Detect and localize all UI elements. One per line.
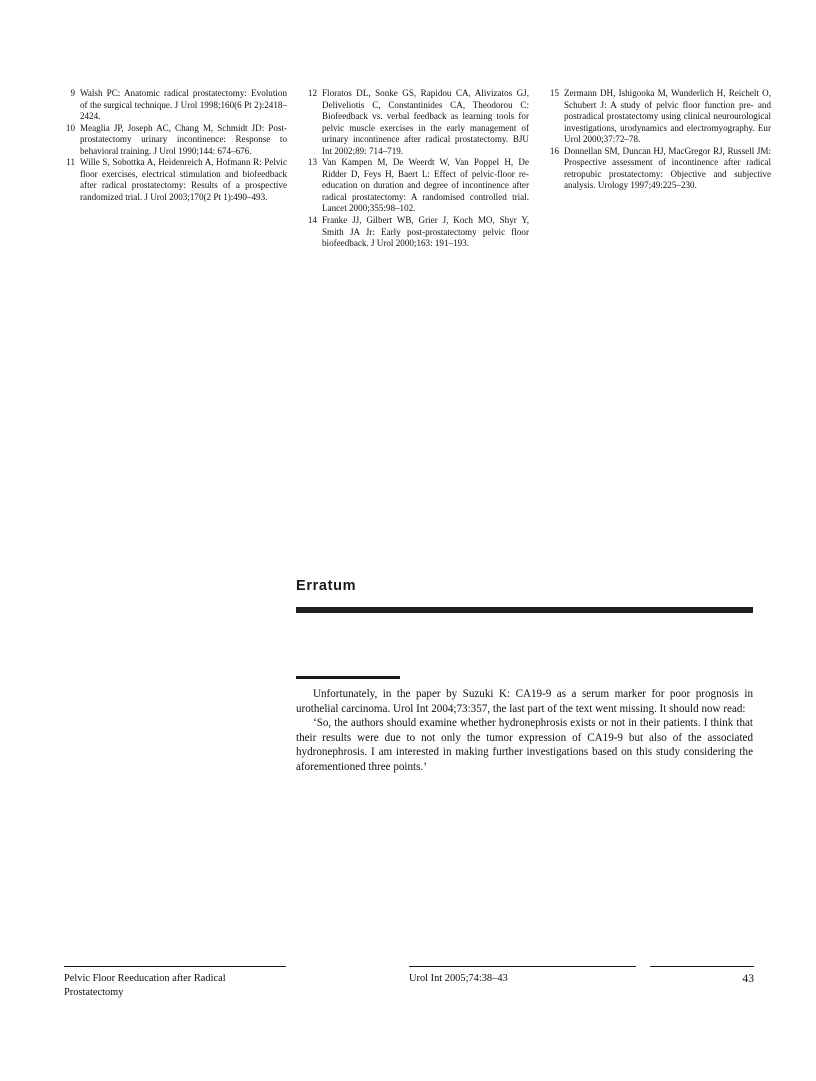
reference-text: Wille S, Sobottka A, Heidenreich A, Hofmann R: Pelvic floor exercises, electrical stimulation and biofeedback after radical prostatectomy: Results of a prospective randomized trial. J Urol 2003;170(2 Pt 1):490–493. (80, 157, 287, 202)
footer-citation-block (409, 966, 636, 986)
reference-item (548, 146, 771, 192)
reference-text: Donnellan SM, Duncan HJ, MacGregor RJ, Russell JM: Prospective assessment of incontinence after radical retropubic prostatectomy: Objective and subjective analysis. Urology 1997;49:225–230. (564, 145, 771, 191)
references-column-2 (306, 88, 529, 250)
reference-number: 14 (307, 215, 317, 226)
footer-running-title: Pelvic Floor Reeducation after Radical Prostatectomy (64, 973, 226, 998)
reference-item (306, 215, 529, 250)
erratum-heading-rule (296, 607, 753, 613)
erratum-paragraph: Unfortunately, in the paper by Suzuki K: CA19-9 as a serum marker for poor prognosis in urothelial carcinoma. Urol Int 2004;73:357, the last part of the text went missing. It should now read: (296, 688, 753, 715)
reference-number: 10 (65, 122, 75, 133)
reference-item (64, 157, 287, 203)
reference-item (64, 88, 287, 123)
reference-number: 9 (70, 88, 75, 98)
footer-running-title-block (64, 966, 286, 999)
reference-text: Franke JJ, Gilbert WB, Grier J, Koch MO, Shyr Y, Smith JA Jr: Early post-prostatectomy pelvic floor biofeedback. J Urol 2000;163: 191–193. (322, 215, 529, 249)
erratum-body-rule (296, 676, 400, 679)
reference-number: 16 (549, 145, 559, 156)
reference-number: 11 (66, 157, 75, 168)
reference-item (64, 123, 287, 158)
footer-page-number: 43 (742, 972, 754, 986)
reference-number: 13 (307, 157, 317, 168)
reference-text: Floratos DL, Sonke GS, Rapidou CA, Alivizatos GJ, Deliveliotis C, Constantinides CA, Theodorou C: Biofeedback vs. verbal feedback as learning tools for pelvic muscle exercises in the early management of urinary incontinence after radical prostatectomy. BJU Int 2002;89: 714–719. (322, 88, 529, 156)
erratum-body (296, 687, 753, 775)
reference-text: Van Kampen M, De Weerdt W, Van Poppel H, De Ridder D, Feys H, Baert L: Effect of pelvic-floor re-education on duration and degree of incontinence after radical prostatectomy: A randomised controlled trial. Lancet 2000;355:98–102. (322, 157, 529, 214)
footer-page-number-block (650, 966, 754, 986)
reference-text: Walsh PC: Anatomic radical prostatectomy: Evolution of the surgical technique. J Urol 1998;160(6 Pt 2):2418–2424. (80, 88, 287, 122)
references-column-1 (64, 88, 287, 203)
erratum-paragraph: ‘So, the authors should examine whether hydronephrosis exists or not in their patients. I think that their results were due to not only the tumor expression of CA19-9 but also of the associated hydronephrosis. I am interested in making further investigations based on this study considering the aforementioned three points.’ (296, 717, 753, 773)
reference-text: Zermann DH, Ishigooka M, Wunderlich H, Reichelt O, Schubert J: A study of pelvic floor function pre- and postradical prostatectomy using clinical neurourological investigations, urodynamics and electromyography. Eur Urol 2000;37:72–78. (564, 88, 771, 145)
reference-number: 12 (307, 88, 317, 98)
footer-citation: Urol Int 2005;74:38–43 (409, 973, 508, 985)
references-section (64, 88, 771, 250)
references-column-3 (548, 88, 771, 192)
erratum-heading: Erratum (296, 578, 357, 594)
reference-item (306, 88, 529, 157)
page-footer (0, 966, 816, 1026)
reference-number: 15 (549, 88, 559, 98)
reference-item (548, 88, 771, 146)
reference-item (306, 157, 529, 215)
reference-text: Meaglia JP, Joseph AC, Chang M, Schmidt JD: Post-prostatectomy urinary incontinence: Response to behavioral training. J Urol 1990;144: 674–676. (80, 122, 287, 156)
